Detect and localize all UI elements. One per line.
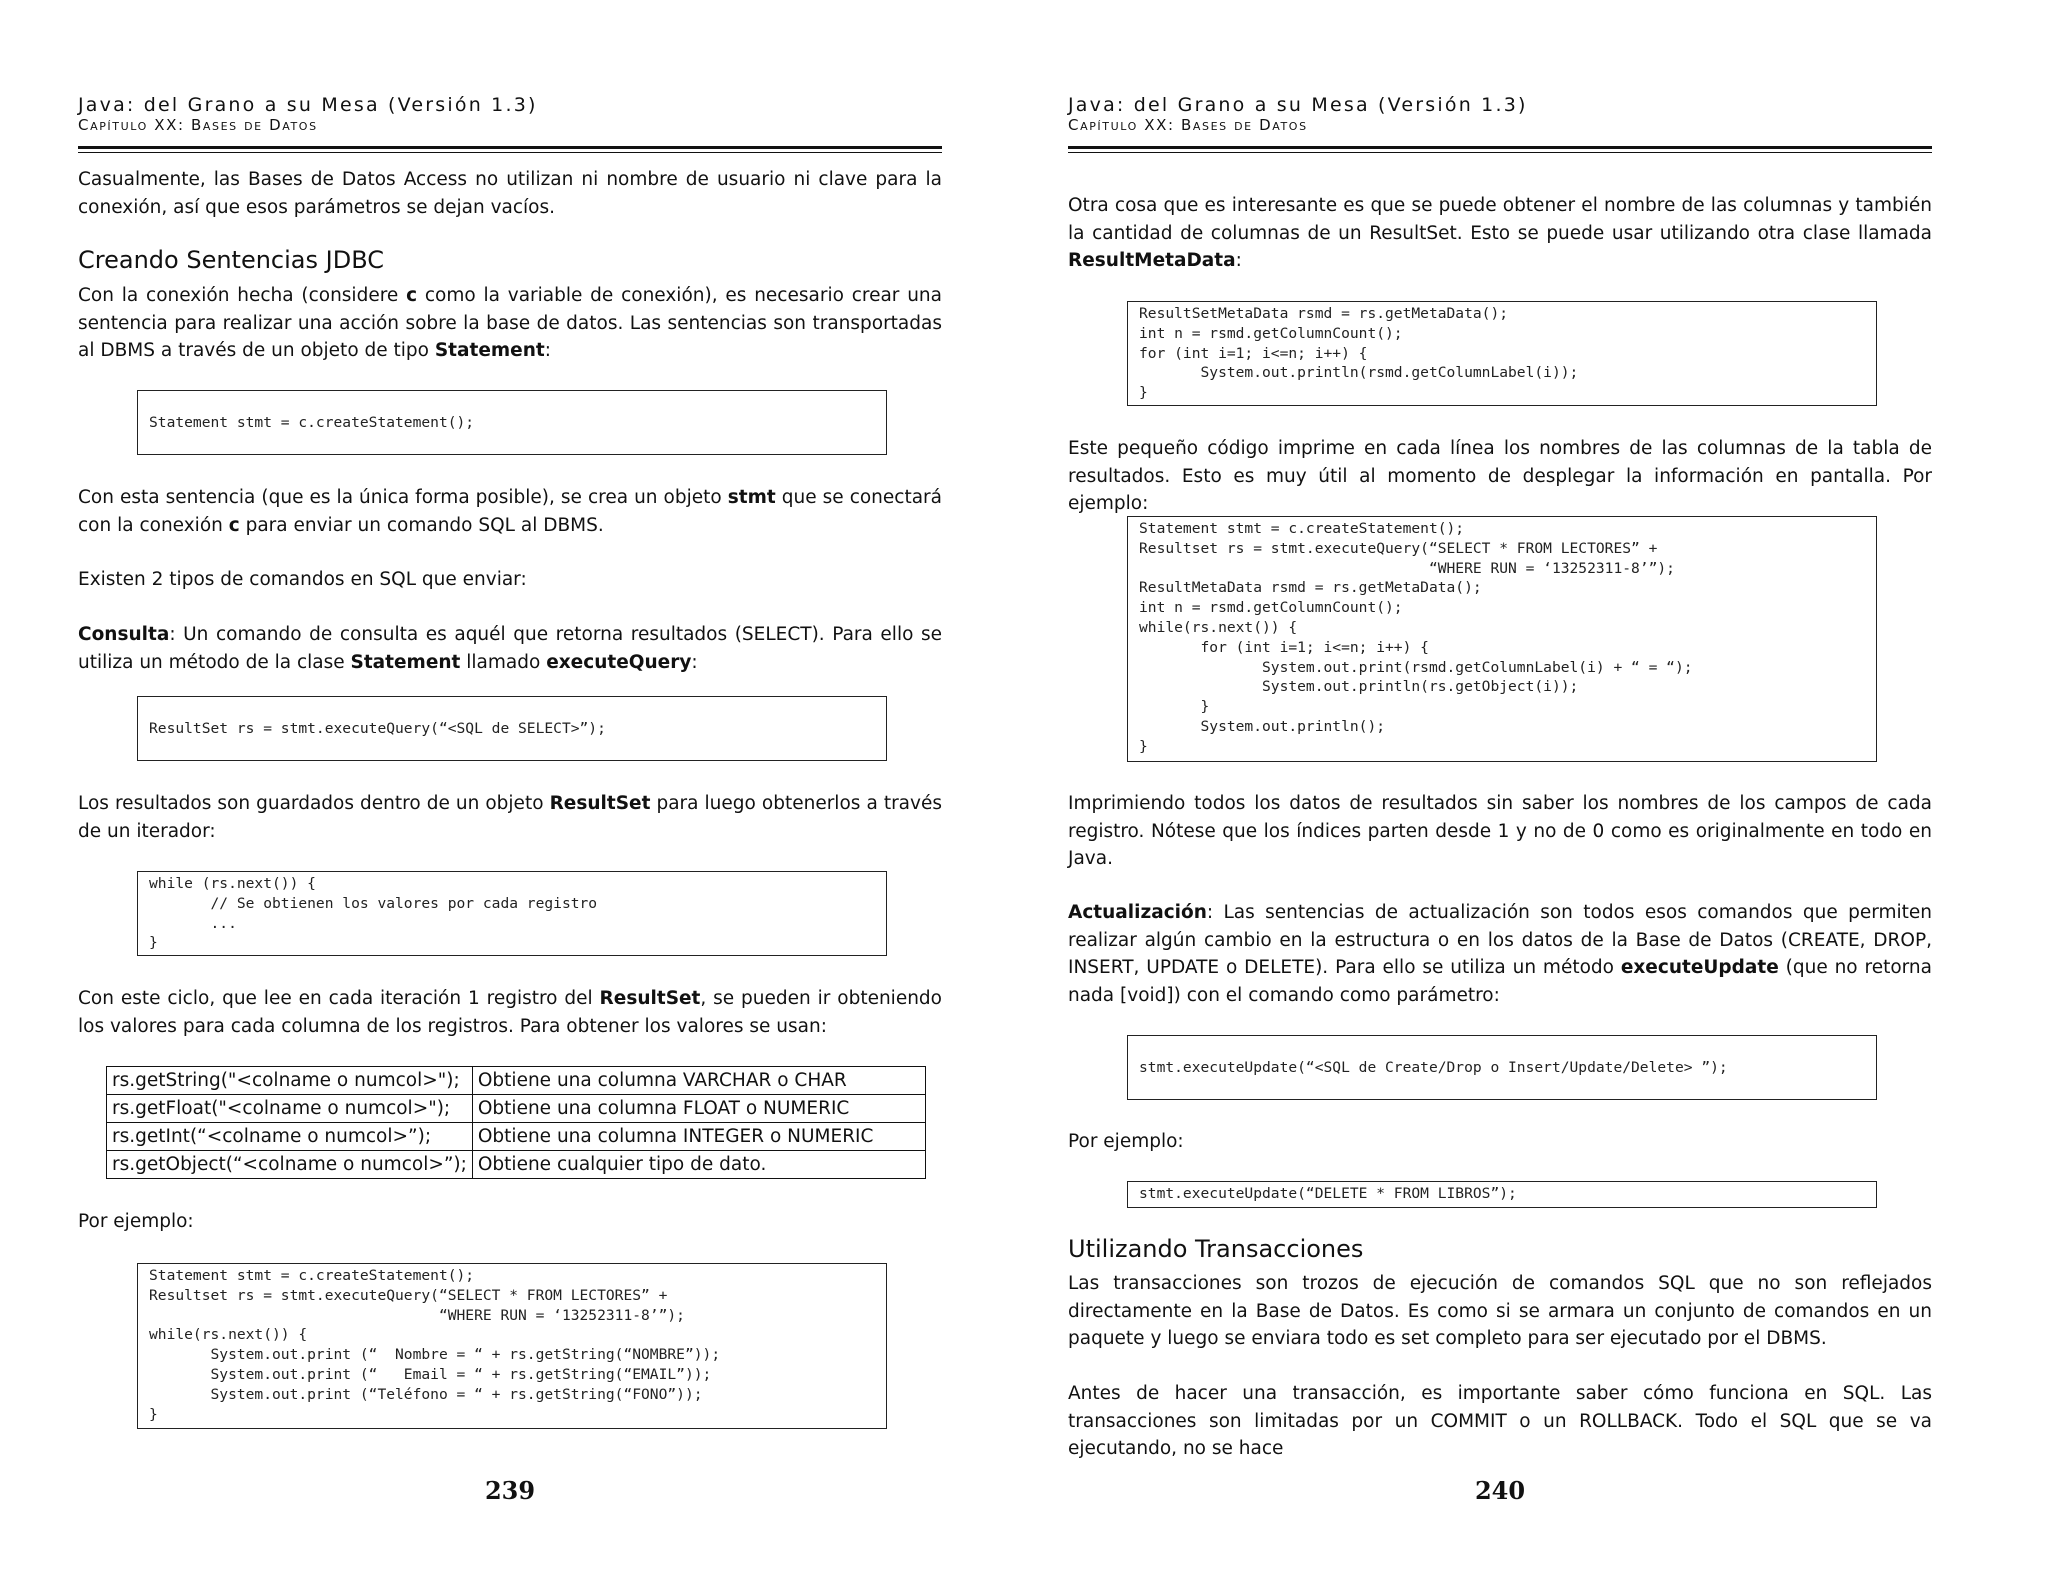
description-cell: Obtiene una columna VARCHAR o CHAR <box>472 1067 925 1095</box>
description-cell: Obtiene una columna FLOAT o NUMERIC <box>472 1095 925 1123</box>
description-cell: Obtiene cualquier tipo de dato. <box>472 1151 925 1179</box>
code-block-metadata-example: Statement stmt = c.createStatement(); Resultset rs = stmt.executeQuery(“SELECT * FROM LECTORES” + “WHERE RUN = ‘13252311-8’”); ResultMetaData rsmd = rs.getMetaData(); int n = rsmd.getColumnCount(); while(rs.next()) { for (int i=1; i<=n; i++) { System.out.print(rsmd.getColumnLabel(i) + “ = “); System.out.println(rs.getObject(i)); } System.out.println(); } <box>1127 516 1877 762</box>
paragraph-sentencias: Con la conexión hecha (considere c como la variable de conexión), es necesario crear una sentencia para realizar una acción sobre la base de datos. Las sentencias son transportadas al DBMS a través de un objeto de tipo Statement: <box>78 285 942 361</box>
paragraph-imprimiendo: Imprimiendo todos los datos de resultados sin saber los nombres de los campos de cada registro. Nótese que los índices parten desde 1 y no de 0 como es originalmente en todo en Java. <box>1068 793 1932 869</box>
paragraph-ejemplo: Por ejemplo: <box>78 1211 194 1232</box>
paragraph-consulta: Consulta: Un comando de consulta es aquél que retorna resultados (SELECT). Para ello se utiliza un método de la clase Statement llamado executeQuery: <box>78 624 942 673</box>
section-heading-transacciones: Utilizando Transacciones <box>1068 1235 1364 1263</box>
paragraph-resultset: Los resultados son guardados dentro de un objeto ResultSet para luego obtenerlos a través de un iterador: <box>78 793 942 842</box>
page-header <box>1068 94 1932 134</box>
header-rule-thin <box>1068 152 1932 153</box>
header-rule <box>1068 146 1932 149</box>
page-number: 239 <box>484 1476 536 1505</box>
paragraph-ciclo: Con este ciclo, que lee en cada iteración 1 registro del ResultSet, se pueden ir obteniendo los valores para cada columna de los registros. Para obtener los valores se usan: <box>78 988 942 1037</box>
paragraph-transacciones-1: Las transacciones son trozos de ejecución de comandos SQL que no son reflejados directamente en la Base de Datos. Es como si se armara un conjunto de comandos en un paquete y luego se enviara todo es set completo para ser ejecutado por el DBMS. <box>1068 1273 1932 1349</box>
paragraph-actualizacion: Actualización: Las sentencias de actualización son todos esos comandos que permiten realizar algún cambio en la estructura o en los datos de la Base de Datos (CREATE, DROP, INSERT, UPDATE o DELETE). Para ello se utiliza un método executeUpdate (que no retorna nada [void]) con el comando como parámetro: <box>1068 902 1932 1006</box>
method-cell: rs.getInt(“<colname o numcol>”); <box>107 1123 473 1151</box>
paragraph-ejemplo: Por ejemplo: <box>1068 1131 1184 1152</box>
chapter-title: Capítulo XX: Bases de Datos <box>78 116 318 134</box>
code-block-metadata: ResultSetMetaData rsmd = rs.getMetaData(); int n = rsmd.getColumnCount(); for (int i=1; i<=n; i++) { System.out.println(rsmd.getColumnLabel(i)); } <box>1127 301 1877 406</box>
code-block-create-statement: Statement stmt = c.createStatement(); <box>137 390 887 455</box>
method-cell: rs.getString("<colname o numcol>"); <box>107 1067 473 1095</box>
right-page <box>1068 0 1932 1582</box>
paragraph-stmt: Con esta sentencia (que es la única forma posible), se crea un objeto stmt que se conectará con la conexión c para enviar un comando SQL al DBMS. <box>78 487 942 536</box>
paragraph-tipos: Existen 2 tipos de comandos en SQL que enviar: <box>78 569 527 590</box>
method-cell: rs.getObject(“<colname o numcol>”); <box>107 1151 473 1179</box>
paragraph-intro: Casualmente, las Bases de Datos Access no utilizan ni nombre de usuario ni clave para la conexión, así que esos parámetros se dejan vacíos. <box>78 169 942 218</box>
paragraph-pequeno: Este pequeño código imprime en cada línea los nombres de las columnas de la tabla de resultados. Esto es muy útil al momento de desplegar la información en pantalla. Por ejemplo: <box>1068 438 1932 514</box>
page-number: 240 <box>1474 1476 1526 1505</box>
method-cell: rs.getFloat("<colname o numcol>"); <box>107 1095 473 1123</box>
header-rule-thin <box>78 152 942 153</box>
page-header <box>78 94 942 134</box>
code-block-print-example: Statement stmt = c.createStatement(); Resultset rs = stmt.executeQuery(“SELECT * FROM LECTORES” + “WHERE RUN = ‘13252311-8’”); while(rs.next()) { System.out.print (“ Nombre = “ + rs.getString(“NOMBRE”)); System.out.print (“ Email = “ + rs.getString(“EMAIL”)); System.out.print (“Teléfono = “ + rs.getString(“FONO”)); } <box>137 1263 887 1429</box>
code-block-execute-update: stmt.executeUpdate(“<SQL de Create/Drop o Insert/Update/Delete> ”); <box>1127 1035 1877 1100</box>
code-block-execute-query: ResultSet rs = stmt.executeQuery(“<SQL de SELECT>”); <box>137 696 887 761</box>
table-row <box>107 1123 926 1151</box>
chapter-title: Capítulo XX: Bases de Datos <box>1068 116 1308 134</box>
table-row <box>107 1095 926 1123</box>
table-row <box>107 1067 926 1095</box>
code-block-while-loop: while (rs.next()) { // Se obtienen los valores por cada registro ... } <box>137 871 887 956</box>
header-rule <box>78 146 942 149</box>
table-row <box>107 1151 926 1179</box>
book-title: Java: del Grano a su Mesa (Versión 1.3) <box>1068 94 1528 116</box>
paragraph-transacciones-2: Antes de hacer una transacción, es importante saber cómo funciona en SQL. Las transacciones son limitadas por un COMMIT o un ROLLBACK. Todo el SQL que se va ejecutando, no se hace <box>1068 1383 1932 1459</box>
description-cell: Obtiene una columna INTEGER o NUMERIC <box>472 1123 925 1151</box>
left-page <box>78 0 942 1582</box>
section-heading-sentencias: Creando Sentencias JDBC <box>78 246 384 274</box>
code-block-delete-example: stmt.executeUpdate(“DELETE * FROM LIBROS”); <box>1127 1181 1877 1208</box>
paragraph-metadata: Otra cosa que es interesante es que se puede obtener el nombre de las columnas y también la cantidad de columnas de un ResultSet. Esto se puede usar utilizando otra clase llamada ResultMetaData: <box>1068 195 1932 271</box>
book-title: Java: del Grano a su Mesa (Versión 1.3) <box>78 94 538 116</box>
methods-table <box>106 1066 926 1179</box>
